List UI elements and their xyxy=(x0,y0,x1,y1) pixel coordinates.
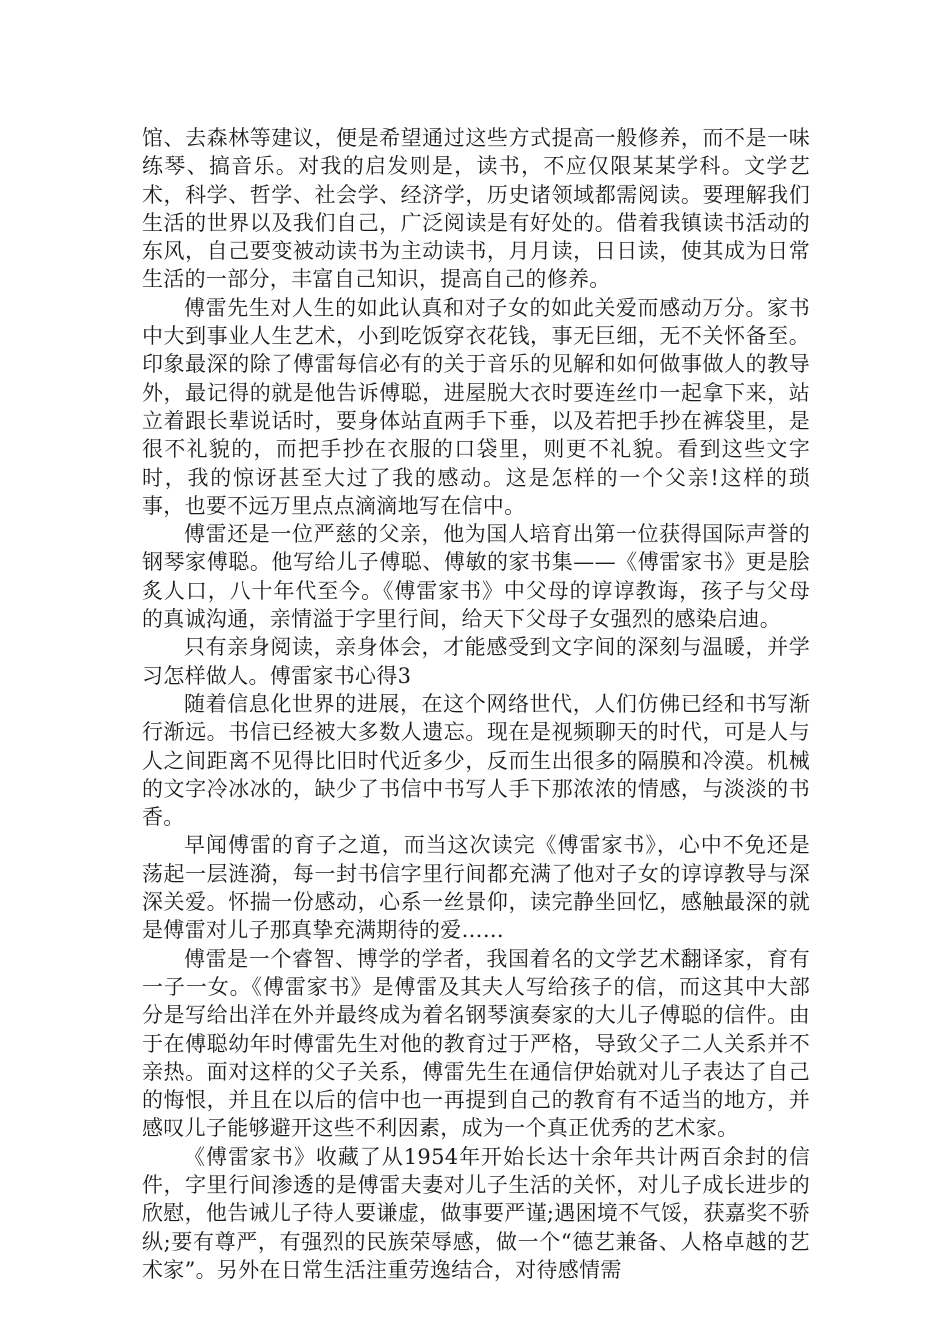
paragraph: 馆、去森林等建议，便是希望通过这些方式提高一般修养，而不是一味练琴、搞音乐。对我的启发则是，读书，不应仅限某某学科。文学艺术，科学、哲学、社会学、经济学，历史诸领域都需阅读。要理解我们生活的世界以及我们自己，广泛阅读是有好处的。借着我镇读书活动的东风，自己要变被动读书为主动读书，月月读，日日读，使其成为日常生活的一部分，丰富自己知识，提高自己的修养。 xyxy=(142,126,810,292)
paragraph: 傅雷还是一位严慈的父亲，他为国人培育出第一位获得国际声誉的钢琴家傅聪。他写给儿子傅聪、傅敏的家书集——《傅雷家书》更是脍炙人口，八十年代至今。《傅雷家书》中父母的谆谆教诲，孩子与父母的真诚沟通，亲情溢于字里行间，给天下父母子女强烈的感染启迪。 xyxy=(142,522,810,632)
paragraph: 早闻傅雷的育子之道，而当这次读完《傅雷家书》，心中不免还是荡起一层涟漪，每一封书信字里行间都充满了他对子女的谆谆教导与深深关爱。怀揣一份感动，心系一丝景仰，读完静坐回忆，感触最深的就是傅雷对儿子那真挚充满期待的爱…… xyxy=(142,833,810,943)
paragraph: 只有亲身阅读，亲身体会，才能感受到文字间的深刻与温暖，并学习怎样做人。傅雷家书心得3 xyxy=(142,635,810,688)
document-page xyxy=(142,124,810,1284)
paragraph: 傅雷先生对人生的如此认真和对子女的如此关爱而感动万分。家书中大到事业人生艺术，小到吃饭穿衣花钱，事无巨细，无不关怀备至。印象最深的除了傅雷每信必有的关于音乐的见解和如何做事做人的教导外，最记得的就是他告诉傅聪，进屋脱大衣时要连丝巾一起拿下来，站立着跟长辈说话时，要身体站直两手下垂，以及若把手抄在裤袋里，是很不礼貌的，而把手抄在衣服的口袋里，则更不礼貌。看到这些文字时，我的惊讶甚至大过了我的感动。这是怎样的一个父亲!这样的琐事，也要不远万里点点滴滴地写在信中。 xyxy=(142,295,810,518)
paragraph: 傅雷是一个睿智、博学的学者，我国着名的文学艺术翻译家，育有一子一女。《傅雷家书》是傅雷及其夫人写给孩子的信，而这其中大部分是写给出洋在外并最终成为着名钢琴演奏家的大儿子傅聪的信件。由于在傅聪幼年时傅雷先生对他的教育过于严格，导致父子二人关系并不亲热。面对这样的父子关系，傅雷先生在通信伊始就对儿子表达了自己的悔恨，并且在以后的信中也一再提到自己的教育有不适当的地方，并感叹儿子能够避开这些不利因素，成为一个真正优秀的艺术家。 xyxy=(142,946,810,1141)
paragraph: 《傅雷家书》收藏了从1954年开始长达十余年共计两百余封的信件，字里行间渗透的是傅雷夫妻对儿子生活的关怀，对儿子成长进步的欣慰，他告诫儿子待人要谦虚，做事要严谨;遇困境不气馁，获嘉奖不骄纵;要有尊严，有强烈的民族荣辱感，做一个“德艺兼备、人格卓越的艺术家”。另外在日常生活注重劳逸结合，对待感情需 xyxy=(142,1144,810,1282)
paragraph: 随着信息化世界的进展，在这个网络世代，人们仿佛已经和书写渐行渐远。书信已经被大多数人遗忘。现在是视频聊天的时代，可是人与人之间距离不见得比旧时代近多少，反而生出很多的隔膜和冷漠。机械的文字冷冰冰的，缺少了书信中书写人手下那浓浓的情感，与淡淡的书香。 xyxy=(142,691,810,830)
